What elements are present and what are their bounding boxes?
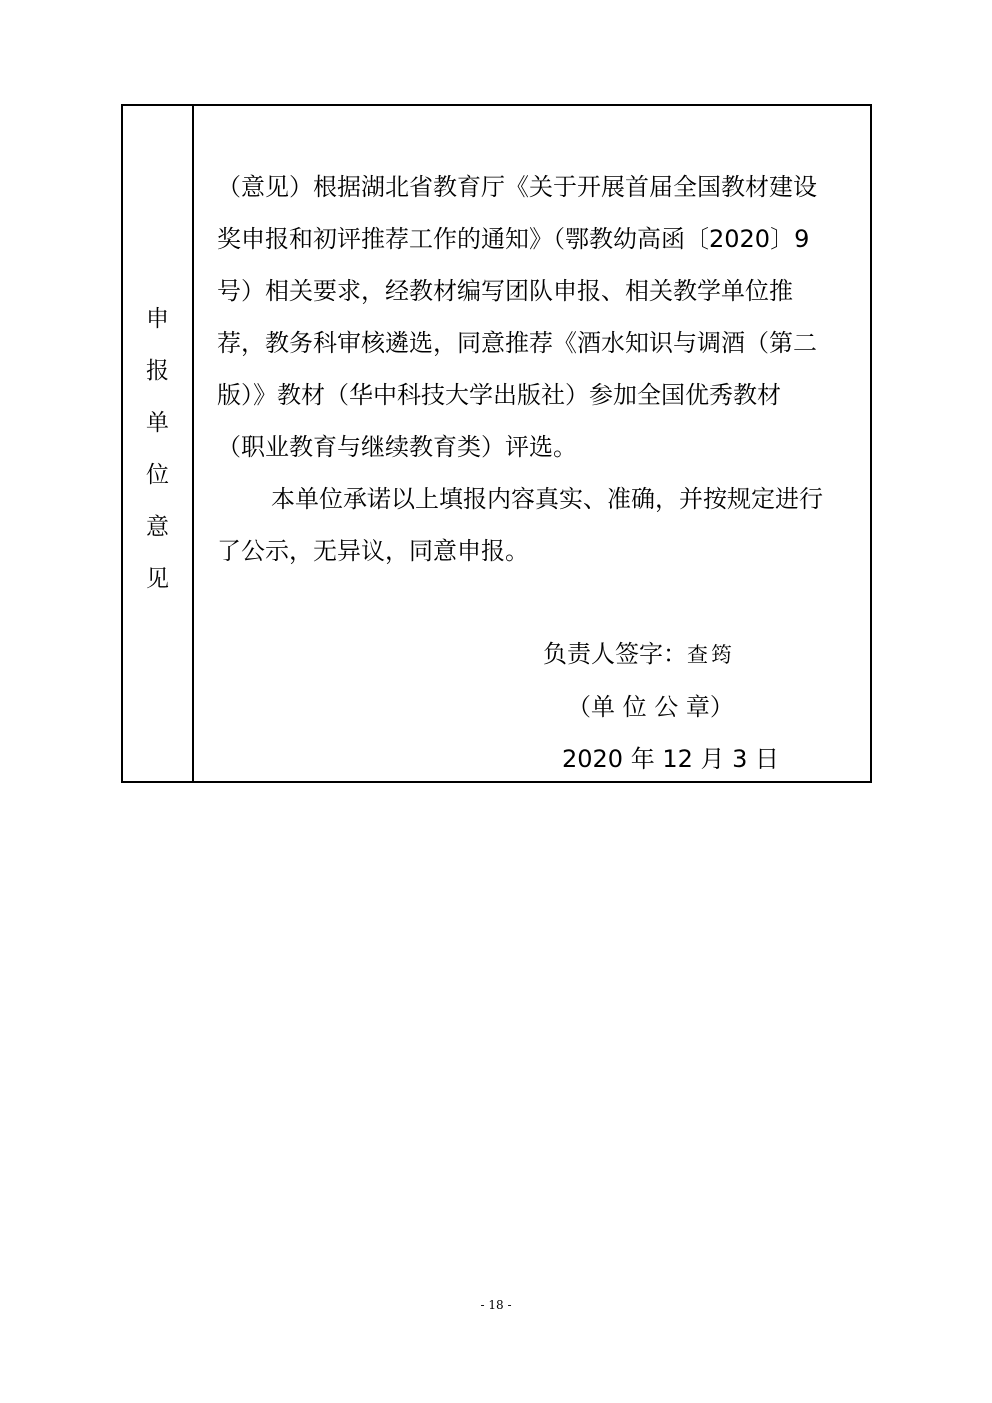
opinion-line: （职业教育与继续教育类）评选。 xyxy=(217,433,577,461)
row-label-char: 意 xyxy=(146,514,169,540)
commitment-line: 本单位承诺以上填报内容真实、准确，并按规定进行 xyxy=(271,485,823,513)
opinion-line: 荐，教务科审核遴选，同意推荐《酒水知识与调酒（第二 xyxy=(217,329,817,357)
row-label-char: 位 xyxy=(146,462,169,488)
row-label-char: 见 xyxy=(146,566,169,592)
opinion-line: 奖申报和初评推荐工作的通知》（鄂教幼高函〔2020〕9 xyxy=(217,225,810,253)
opinion-content-cell xyxy=(195,106,870,781)
opinion-paragraph xyxy=(217,161,857,473)
opinion-line: 版）》教材（华中科技大学出版社）参加全国优秀教材 xyxy=(217,381,781,409)
row-label-char: 申 xyxy=(146,306,169,332)
signature-line xyxy=(543,639,735,670)
opinion-line: 号）相关要求，经教材编写团队申报、相关教学单位推 xyxy=(217,277,793,305)
row-label-cell xyxy=(123,106,194,781)
signing-date: 2020 年 12 月 3 日 xyxy=(562,745,780,773)
application-opinion-table xyxy=(121,104,872,783)
row-label-char: 单 xyxy=(146,410,169,436)
handwritten-signature: 查筠 xyxy=(687,643,735,667)
commitment-paragraph xyxy=(217,473,857,577)
opinion-line: （意见）根据湖北省教育厅《关于开展首届全国教材建设 xyxy=(217,173,817,201)
page-number: - 18 - xyxy=(480,1298,512,1312)
seal-placeholder: （单 位 公 章） xyxy=(567,693,734,721)
signature-label: 负责人签字： xyxy=(543,640,687,668)
commitment-line: 了公示，无异议，同意申报。 xyxy=(217,537,529,565)
row-label-char: 报 xyxy=(146,358,169,384)
